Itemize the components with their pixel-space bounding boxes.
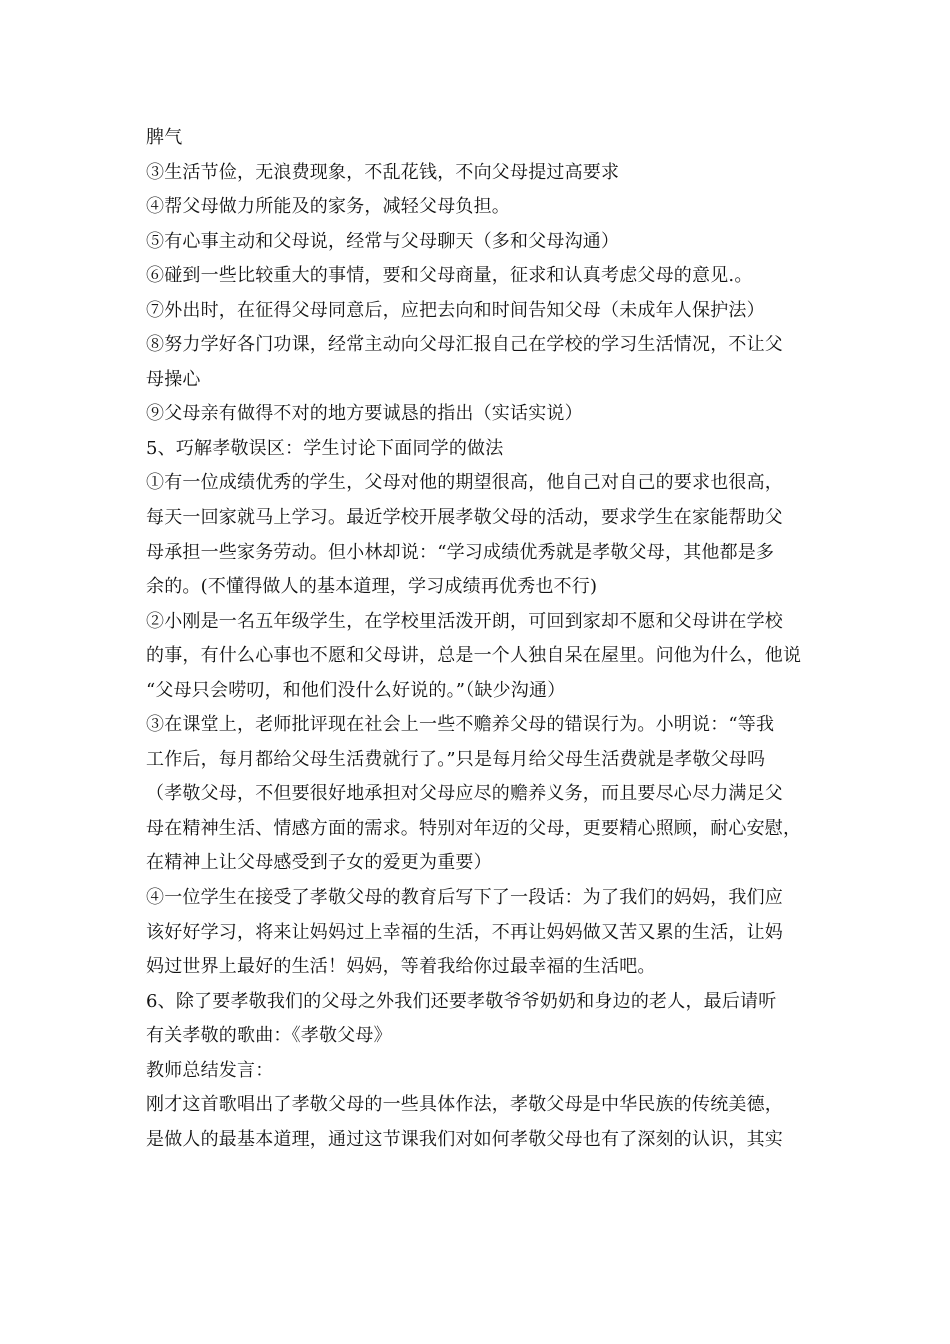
text-line: （孝敬父母，不但要很好地承担对父母应尽的赡养义务，而且要尽心尽力满足父 [146,783,783,805]
text-line: ⑤有心事主动和父母说，经常与父母聊天（多和父母沟通） [146,230,620,252]
text-line: ③在课堂上，老师批评现在社会上一些不赡养父母的错误行为。小明说：“等我 [146,714,775,736]
text-line: 妈过世界上最好的生活！妈妈，等着我给你过最幸福的生活吧。 [146,956,656,978]
text-line: 脾气 [146,127,183,148]
section-heading: 教师总结发言： [146,1059,274,1081]
text-line: 余的。(不懂得做人的基本道理，学习成绩再优秀也不行) [146,576,598,598]
text-line: 刚才这首歌唱出了孝敬父母的一些具体作法，孝敬父母是中华民族的传统美德， [146,1094,783,1116]
section-heading: 6、除了要孝敬我们的父母之外我们还要孝敬爷爷奶奶和身边的老人，最后请听 [146,990,777,1012]
text-line: 每天一回家就马上学习。最近学校开展孝敬父母的活动，要求学生在家能帮助父 [146,507,783,529]
text-line: ⑨父母亲有做得不对的地方要诚恳的指出（实话实说） [146,403,583,425]
text-line: ③生活节俭，无浪费现象，不乱花钱，不向父母提过高要求 [146,161,620,183]
text-line: 有关孝敬的歌曲：《孝敬父母》 [146,1025,392,1047]
text-line: 在精神上让父母感受到子女的爱更为重要） [146,852,492,874]
text-line: 的事，有什么心事也不愿和父母讲，总是一个人独自呆在屋里。问他为什么，他说 [146,645,802,667]
text-line: ②小刚是一名五年级学生，在学校里活泼开朗，可回到家却不愿和父母讲在学校 [146,610,783,632]
text-line: ①有一位成绩优秀的学生，父母对他的期望很高，他自己对自己的要求也很高， [146,472,783,494]
text-line: ⑥碰到一些比较重大的事情，要和父母商量，征求和认真考虑父母的意见.。 [146,265,753,287]
text-line: ⑧努力学好各门功课，经常主动向父母汇报自己在学校的学习生活情况，不让父 [146,334,783,356]
text-line: ④一位学生在接受了孝敬父母的教育后写下了一段话：为了我们的妈妈，我们应 [146,887,783,909]
text-line: 工作后，每月都给父母生活费就行了。”只是每月给父母生活费就是孝敬父母吗 [146,748,766,770]
text-line: “父母只会唠叨，和他们没什么好说的。”（缺少沟通） [146,679,566,701]
text-line: 母承担一些家务劳动。但小林却说：“学习成绩优秀就是孝敬父母，其他都是多 [146,541,775,563]
text-line: 该好好学习，将来让妈妈过上幸福的生活，不再让妈妈做又苦又累的生活，让妈 [146,921,783,943]
text-line: ⑦外出时，在征得父母同意后，应把去向和时间告知父母（未成年人保护法） [146,299,765,321]
text-line: 母在精神生活、情感方面的需求。特别对年迈的父母，更要精心照顾，耐心安慰， [146,817,802,839]
document-text [146,121,810,1157]
text-line: 是做人的最基本道理，通过这节课我们对如何孝敬父母也有了深刻的认识，其实 [146,1128,783,1150]
text-line: ④帮父母做力所能及的家务，减轻父母负担。 [146,196,510,218]
text-line: 母操心 [146,368,201,390]
section-heading: 5、巧解孝敬误区：学生讨论下面同学的做法 [146,437,504,459]
